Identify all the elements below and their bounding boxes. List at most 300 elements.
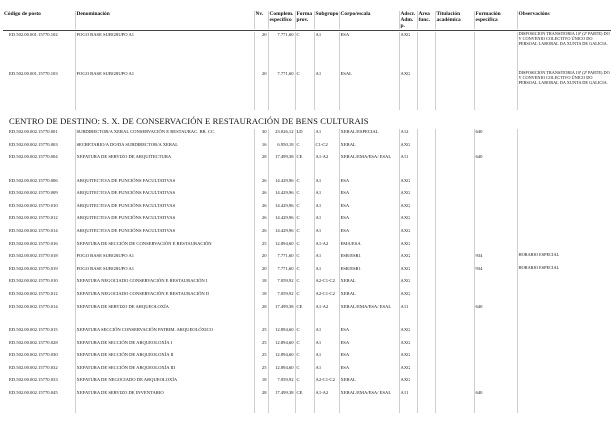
- cell-level: 25: [254, 352, 268, 365]
- cell-adm: A11: [399, 154, 417, 177]
- destination-heading: [9, 116, 369, 126]
- cell-name: FOGO BASE SUBGRUPO A1: [75, 32, 254, 71]
- cell-level: 30: [254, 129, 268, 142]
- cell-form: C: [295, 266, 314, 279]
- cell-adm: AXG: [399, 228, 417, 241]
- header-subgroup: Subgrupo: [314, 11, 339, 29]
- cell-form: CE: [295, 154, 314, 177]
- cell-level: 16: [254, 142, 268, 155]
- cell-degree: [435, 340, 474, 353]
- cell-notes: [517, 278, 611, 291]
- cell-degree: [435, 304, 474, 327]
- cell-subgroup: A1: [314, 352, 339, 365]
- cell-adm: A11: [399, 304, 417, 327]
- cell-degree: [435, 228, 474, 241]
- cell-complement: 7.771,60: [268, 32, 295, 71]
- table-row: [3, 154, 611, 177]
- cell-level: 25: [254, 365, 268, 378]
- cell-training: [474, 142, 517, 155]
- cell-code: ED.502.00.002.15770.012: [9, 290, 58, 296]
- cell-adm: AXG: [399, 32, 417, 71]
- cell-form: C: [295, 190, 314, 203]
- cell-level: 28: [254, 154, 268, 177]
- header-complement: Complem. específico: [268, 11, 295, 29]
- cell-corps: ESR/ESR1: [339, 253, 399, 266]
- cell-complement: 12.894,60: [268, 365, 295, 378]
- cell-form: C: [295, 365, 314, 378]
- table-row: [3, 203, 611, 216]
- cell-complement: 12.894,60: [268, 327, 295, 340]
- cell-corps: ESA: [339, 190, 399, 203]
- cell-adm: AXG: [399, 253, 417, 266]
- table-row: [3, 32, 611, 71]
- cell-subgroup: A2-C1-C2: [314, 291, 339, 304]
- cell-subgroup: A1: [314, 253, 339, 266]
- cell-adm: AXG: [399, 142, 417, 155]
- cell-form: C: [295, 215, 314, 228]
- cell-code: ED.502.00.002.15770.045: [9, 389, 58, 395]
- cell-notes: [517, 304, 611, 327]
- cell-form: C: [295, 278, 314, 291]
- cell-corps: XERAL: [339, 278, 399, 291]
- cell-complement: 14.429,96: [268, 228, 295, 241]
- table-row: [3, 178, 611, 191]
- cell-code: ED.502.00.002.15770.004: [9, 154, 58, 160]
- cell-code: ED.502.00.002.15770.006: [9, 177, 58, 183]
- cell-subgroup: A1: [314, 266, 339, 279]
- cell-corps: XERAL: [339, 291, 399, 304]
- cell-training: 934: [474, 266, 517, 279]
- cell-degree: [435, 390, 474, 413]
- cell-subgroup: A1-A2: [314, 241, 339, 254]
- cell-level: 25: [254, 327, 268, 340]
- cell-corps: ESA: [339, 327, 399, 340]
- cell-complement: 7.059,92: [268, 278, 295, 291]
- cell-training: [474, 377, 517, 390]
- cell-notes: [517, 154, 611, 177]
- group1-table: [3, 32, 611, 110]
- cell-area: [417, 203, 435, 216]
- cell-corps: XERAL/ESPECIAL: [339, 129, 399, 142]
- cell-form: CE: [295, 304, 314, 327]
- cell-adm: AXG: [399, 203, 417, 216]
- table-row: [3, 340, 611, 353]
- cell-level: 20: [254, 253, 268, 266]
- cell-name: ARQUITECTO/A DE FUNCIÓNS FACULTATIVAS: [75, 203, 254, 216]
- header-level: Nv.: [254, 11, 268, 29]
- cell-training: 934: [474, 253, 517, 266]
- cell-degree: [435, 291, 474, 304]
- cell-notes: [517, 352, 611, 365]
- cell-area: [417, 291, 435, 304]
- cell-notes: [517, 365, 611, 378]
- cell-corps: ESA: [339, 340, 399, 353]
- cell-notes: DISPOSICIÓN TRANSITORIA 10ª (2ª PARTE) DO V CONVENIO COLECTIVO ÚNICO DO PERSOAL LABORAL DA XUNTA DE GALICIA.: [517, 32, 611, 71]
- cell-adm: A11: [399, 390, 417, 413]
- cell-adm: AXG: [399, 291, 417, 304]
- cell-area: [417, 253, 435, 266]
- cell-code: ED.502.00.002.15770.001: [9, 129, 58, 134]
- cell-complement: 14.429,96: [268, 215, 295, 228]
- cell-complement: 7.771,60: [268, 253, 295, 266]
- cell-training: [474, 291, 517, 304]
- cell-code: ED.502.00.002.15770.014: [9, 227, 58, 233]
- table-row: [3, 71, 611, 110]
- cell-level: 26: [254, 228, 268, 241]
- cell-training: [474, 178, 517, 191]
- cell-degree: [435, 266, 474, 279]
- cell-level: 28: [254, 390, 268, 413]
- cell-area: [417, 327, 435, 340]
- cell-training: [474, 215, 517, 228]
- cell-area: [417, 71, 435, 110]
- cell-code: ED.502.00.002.15770.030: [9, 352, 58, 358]
- table-row: [3, 352, 611, 365]
- cell-adm: AXG: [399, 241, 417, 254]
- cell-adm: AXG: [399, 278, 417, 291]
- column-header-table: [3, 11, 611, 29]
- cell-complement: 14.429,96: [268, 190, 295, 203]
- cell-subgroup: A1: [314, 71, 339, 110]
- cell-notes: HORARIO ESPECIAL: [517, 266, 611, 279]
- cell-name: XEFATURA NEGOCIADO CONSERVACIÓN E RESTAURACIÓN I: [75, 278, 254, 291]
- cell-complement: 17.499,38: [268, 390, 295, 413]
- cell-area: [417, 266, 435, 279]
- cell-training: [474, 203, 517, 216]
- cell-area: [417, 340, 435, 353]
- cell-code: ED.502.00.001.15770.103: [9, 71, 58, 76]
- cell-form: C: [295, 377, 314, 390]
- cell-degree: [435, 32, 474, 71]
- cell-name: FOGO BASE SUBGRUPO A1: [75, 266, 254, 279]
- cell-notes: [517, 241, 611, 254]
- cell-complement: 7.771,60: [268, 71, 295, 110]
- cell-corps: ESAL: [339, 71, 399, 110]
- cell-complement: 17.499,38: [268, 154, 295, 177]
- cell-form: C: [295, 71, 314, 110]
- cell-name: XEFATURA DE SERVIZO DE INVENTARIO: [75, 390, 254, 413]
- cell-name: XEFATURA DE SERVIZO DE ARQUITECTURA: [75, 154, 254, 177]
- cell-degree: [435, 142, 474, 155]
- cell-form: C: [295, 241, 314, 254]
- cell-training: [474, 278, 517, 291]
- cell-area: [417, 352, 435, 365]
- cell-subgroup: A2-C1-C2: [314, 278, 339, 291]
- cell-complement: 23.026,12: [268, 129, 295, 142]
- cell-degree: [435, 178, 474, 191]
- cell-training: [474, 352, 517, 365]
- header-notes: Observacións: [517, 11, 611, 29]
- cell-subgroup: A1: [314, 365, 339, 378]
- header-divider: [3, 30, 611, 31]
- group2-table: [3, 129, 611, 413]
- header-training: Formación específica: [474, 11, 517, 29]
- cell-code: ED.502.00.002.15770.019: [9, 265, 58, 271]
- cell-form: C: [295, 253, 314, 266]
- cell-code: ED.502.00.002.15770.015: [9, 326, 58, 332]
- cell-level: 26: [254, 215, 268, 228]
- cell-degree: [435, 154, 474, 177]
- cell-form: CE: [295, 390, 314, 413]
- table-row: [3, 278, 611, 291]
- cell-training: [474, 32, 517, 71]
- cell-subgroup: A2-C1-C2: [314, 377, 339, 390]
- cell-code: ED.502.00.002.15770.033: [9, 377, 58, 383]
- cell-area: [417, 32, 435, 71]
- cell-adm: AXG: [399, 190, 417, 203]
- cell-level: 25: [254, 340, 268, 353]
- cell-subgroup: A1: [314, 215, 339, 228]
- cell-corps: ESA: [339, 352, 399, 365]
- cell-notes: [517, 390, 611, 413]
- cell-name: XEFATURA DE SECCIÓN DE ARQUEOLOXÍA II: [75, 352, 254, 365]
- header-corps: Corpo/escala: [339, 11, 399, 29]
- cell-adm: AXG: [399, 266, 417, 279]
- cell-corps: ESA: [339, 228, 399, 241]
- cell-form: C: [295, 203, 314, 216]
- cell-complement: 12.894,60: [268, 352, 295, 365]
- cell-name: XEFATURA DE NEGOCIADO DE ARQUEOLOXÍA: [75, 377, 254, 390]
- cell-training: 640: [474, 154, 517, 177]
- cell-level: 18: [254, 278, 268, 291]
- cell-level: 26: [254, 178, 268, 191]
- cell-adm: AXG: [399, 215, 417, 228]
- cell-adm: A12: [399, 129, 417, 142]
- table-row: [3, 304, 611, 327]
- cell-name: SECRETARIO/A DO/DA SUBDIRECTOR/A XERAL: [75, 142, 254, 155]
- cell-form: C: [295, 228, 314, 241]
- cell-area: [417, 377, 435, 390]
- cell-degree: [435, 241, 474, 254]
- cell-area: [417, 178, 435, 191]
- cell-area: [417, 241, 435, 254]
- cell-notes: HORARIO ESPECIAL: [517, 253, 611, 266]
- cell-notes: [517, 203, 611, 216]
- cell-corps: XERAL/EMA/ESA/ ESAL: [339, 390, 399, 413]
- cell-notes: [517, 215, 611, 228]
- cell-notes: [517, 327, 611, 340]
- cell-name: ARQUITECTO/A DE FUNCIÓNS FACULTATIVAS: [75, 215, 254, 228]
- cell-notes: [517, 190, 611, 203]
- cell-degree: [435, 190, 474, 203]
- cell-form: C: [295, 340, 314, 353]
- cell-degree: [435, 352, 474, 365]
- cell-adm: AXG: [399, 340, 417, 353]
- cell-area: [417, 129, 435, 142]
- cell-training: 640: [474, 129, 517, 142]
- cell-code: ED.502.00.002.15770.012: [9, 215, 58, 221]
- cell-name: XEFATURA DE SERVIZO DE ARQUEOLOXÍA: [75, 304, 254, 327]
- cell-form: C: [295, 32, 314, 71]
- cell-code: ED.502.00.002.15770.010: [9, 278, 58, 284]
- cell-area: [417, 228, 435, 241]
- cell-degree: [435, 253, 474, 266]
- cell-subgroup: A1: [314, 340, 339, 353]
- cell-form: C: [295, 178, 314, 191]
- cell-degree: [435, 377, 474, 390]
- cell-notes: DISPOSICIÓN TRANSITORIA 10ª (2ª PARTE) DO V CONVENIO COLECTIVO ÚNICO DO PERSOAL LABORAL DA XUNTA DE GALICIA.: [517, 71, 611, 110]
- cell-complement: 7.059,92: [268, 291, 295, 304]
- cell-training: 640: [474, 390, 517, 413]
- cell-subgroup: A1: [314, 190, 339, 203]
- destination-value: S. X. DE CONSERVACIÓN E RESTAURACIÓN DE BENS CULTURAIS: [102, 116, 369, 126]
- cell-form: C: [295, 142, 314, 155]
- cell-subgroup: A1-A2: [314, 390, 339, 413]
- cell-name: SUBDIRECTOR/A XERAL CONSERVACIÓN E RESTAURAC. BB. CC.: [75, 129, 254, 142]
- table-row: [3, 142, 611, 155]
- cell-corps: ESR/ESR1: [339, 266, 399, 279]
- cell-degree: [435, 215, 474, 228]
- table-row: [3, 390, 611, 413]
- table-row: [3, 253, 611, 266]
- header-code: Código de posto: [4, 11, 41, 17]
- cell-name: FOGO BASE SUBGRUPO A1: [75, 71, 254, 110]
- cell-corps: XERAL: [339, 377, 399, 390]
- table-row: [3, 377, 611, 390]
- header-adm: Adscr. Adm. p.: [400, 11, 416, 30]
- cell-training: [474, 190, 517, 203]
- table-row: [3, 215, 611, 228]
- cell-complement: 12.894,60: [268, 340, 295, 353]
- header-form: Forma prov.: [295, 11, 314, 29]
- table-row: [3, 190, 611, 203]
- cell-level: 18: [254, 377, 268, 390]
- cell-level: 26: [254, 190, 268, 203]
- cell-form: LD: [295, 129, 314, 142]
- cell-subgroup: A1-A2: [314, 154, 339, 177]
- cell-level: 26: [254, 203, 268, 216]
- cell-corps: XERAL/EMA/ESA/ ESAL: [339, 154, 399, 177]
- cell-code: ED.502.00.001.15770.102: [9, 32, 58, 37]
- cell-degree: [435, 327, 474, 340]
- cell-corps: EMA/ESA: [339, 241, 399, 254]
- cell-notes: [517, 178, 611, 191]
- column-header-row: [3, 11, 611, 29]
- cell-name: XEFATURA DE SECCIÓN DE ARQUEOLOXÍA III: [75, 365, 254, 378]
- cell-training: [474, 327, 517, 340]
- cell-complement: 7.059,92: [268, 377, 295, 390]
- cell-area: [417, 154, 435, 177]
- cell-code: ED.502.00.002.15770.016: [9, 240, 58, 246]
- cell-degree: [435, 203, 474, 216]
- cell-name: FOGO BASE SUBGRUPO A1: [75, 253, 254, 266]
- cell-subgroup: A1: [314, 32, 339, 71]
- cell-subgroup: C1-C2: [314, 142, 339, 155]
- table-row: [3, 241, 611, 254]
- destination-label: CENTRO DE DESTINO:: [9, 116, 101, 126]
- cell-form: C: [295, 291, 314, 304]
- table-row: [3, 327, 611, 340]
- cell-area: [417, 278, 435, 291]
- cell-name: XEFATURA DE SECCIÓN DE ARQUEOLOXÍA I: [75, 340, 254, 353]
- cell-subgroup: A1: [314, 327, 339, 340]
- cell-training: 640: [474, 304, 517, 327]
- cell-notes: [517, 291, 611, 304]
- cell-form: C: [295, 352, 314, 365]
- cell-level: 20: [254, 266, 268, 279]
- cell-complement: 6.950,18: [268, 142, 295, 155]
- cell-corps: ESA: [339, 215, 399, 228]
- cell-subgroup: A1: [314, 178, 339, 191]
- cell-area: [417, 190, 435, 203]
- cell-degree: [435, 365, 474, 378]
- cell-code: ED.502.00.002.15770.028: [9, 339, 58, 345]
- cell-corps: ESA: [339, 203, 399, 216]
- cell-area: [417, 365, 435, 378]
- cell-subgroup: A1: [314, 228, 339, 241]
- header-degree: Titulación académica: [435, 11, 474, 29]
- cell-degree: [435, 278, 474, 291]
- cell-level: 28: [254, 304, 268, 327]
- cell-code: ED.502.00.002.15770.003: [9, 141, 58, 147]
- cell-corps: XERAL/EMA/ESA/ ESAL: [339, 304, 399, 327]
- cell-code: ED.502.00.002.15770.009: [9, 190, 58, 196]
- table-row: [3, 291, 611, 304]
- cell-notes: [517, 377, 611, 390]
- cell-complement: 12.894,60: [268, 241, 295, 254]
- cell-adm: AXG: [399, 71, 417, 110]
- cell-adm: AXG: [399, 178, 417, 191]
- cell-level: 25: [254, 241, 268, 254]
- cell-degree: [435, 71, 474, 110]
- cell-level: 20: [254, 71, 268, 110]
- cell-level: 20: [254, 32, 268, 71]
- cell-form: C: [295, 327, 314, 340]
- cell-name: ARQUITECTO/A DE FUNCIÓNS FACULTATIVAS: [75, 190, 254, 203]
- cell-code: ED.502.00.002.15770.010: [9, 202, 58, 208]
- cell-subgroup: A1: [314, 203, 339, 216]
- cell-notes: [517, 142, 611, 155]
- table-row: [3, 365, 611, 378]
- cell-area: [417, 142, 435, 155]
- table-row: [3, 228, 611, 241]
- header-name: Denominación: [75, 11, 254, 29]
- cell-name: ARQUITECTO/A DE FUNCIÓNS FACULTATIVAS: [75, 228, 254, 241]
- cell-code: ED.502.00.002.15770.018: [9, 253, 58, 259]
- cell-training: [474, 241, 517, 254]
- cell-notes: [517, 340, 611, 353]
- cell-complement: 14.429,96: [268, 203, 295, 216]
- cell-adm: AXG: [399, 327, 417, 340]
- cell-training: [474, 365, 517, 378]
- cell-adm: AXG: [399, 352, 417, 365]
- cell-notes: [517, 228, 611, 241]
- cell-corps: ESA: [339, 365, 399, 378]
- cell-area: [417, 390, 435, 413]
- header-area: Área func.: [417, 11, 435, 29]
- cell-corps: ESA: [339, 32, 399, 71]
- cell-name: XEFATURA NEGOCIADO CONSERVACIÓN E RESTAURACIÓN II: [75, 291, 254, 304]
- cell-corps: ESA: [339, 178, 399, 191]
- cell-complement: 17.499,38: [268, 304, 295, 327]
- cell-name: XEFATURA DE SECCIÓN DE CONSERVACIÓN E RESTAURACIÓN: [75, 241, 254, 254]
- cell-training: [474, 228, 517, 241]
- cell-training: [474, 71, 517, 110]
- cell-notes: [517, 129, 611, 142]
- cell-corps: XERAL: [339, 142, 399, 155]
- cell-level: 18: [254, 291, 268, 304]
- cell-adm: AXG: [399, 377, 417, 390]
- cell-subgroup: A1: [314, 129, 339, 142]
- cell-area: [417, 215, 435, 228]
- cell-code: ED.502.00.002.15770.014: [9, 303, 58, 309]
- cell-complement: 14.429,96: [268, 178, 295, 191]
- table-row: [3, 266, 611, 279]
- cell-subgroup: A1-A2: [314, 304, 339, 327]
- cell-degree: [435, 129, 474, 142]
- cell-name: XEFATURA SECCIÓN CONSERVACIÓN PATRIM. ARQUEOLÓXICO: [75, 327, 254, 340]
- cell-name: ARQUITECTO/A DE FUNCIÓNS FACULTATIVAS: [75, 178, 254, 191]
